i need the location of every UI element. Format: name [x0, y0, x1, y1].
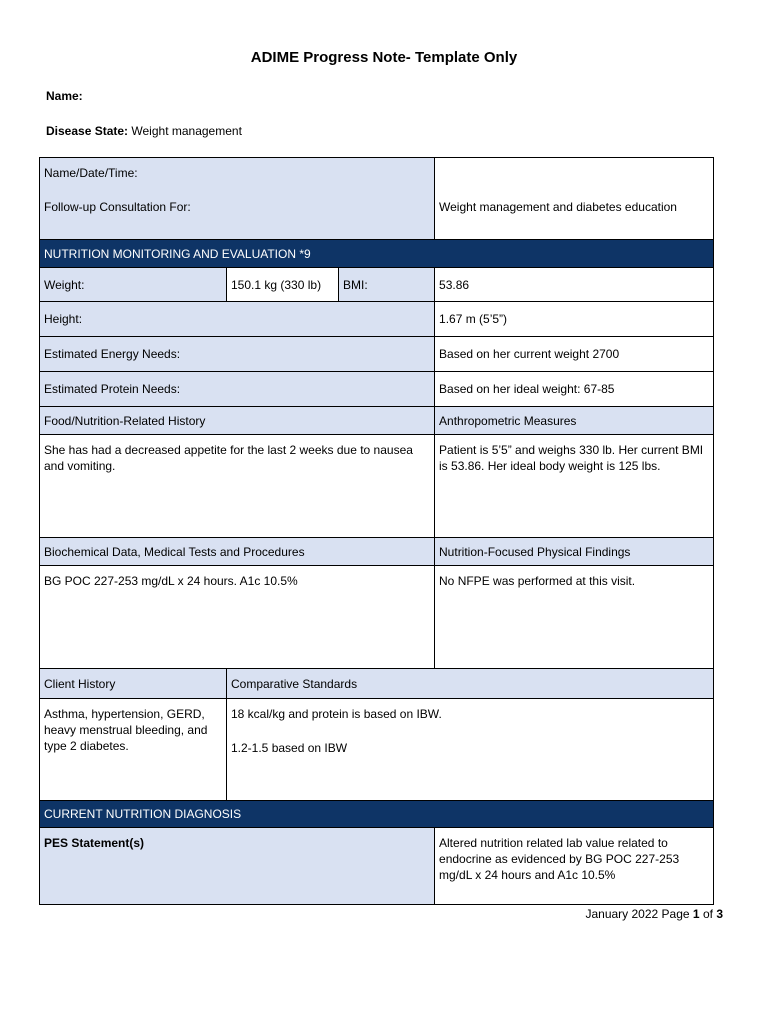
table-row [40, 699, 714, 801]
anthropometric-label: Anthropometric Measures [435, 407, 714, 435]
name-label: Name: [46, 89, 83, 103]
footer-date-page: January 2022 Page [585, 907, 690, 921]
comparative-standards-value-2: 1.2-1.5 based on IBW [231, 741, 348, 755]
adime-table [39, 157, 714, 905]
table-row [40, 538, 714, 566]
height-label: Height: [40, 302, 435, 337]
table-row [40, 828, 714, 905]
name-followup-label-cell [40, 158, 435, 240]
table-row [40, 566, 714, 669]
name-date-time-label: Name/Date/Time: [44, 166, 138, 180]
comparative-standards-value-cell [227, 699, 714, 801]
footer-page-number: 1 [692, 907, 700, 921]
bmi-label: BMI: [339, 268, 435, 302]
section-diagnosis-header: CURRENT NUTRITION DIAGNOSIS [40, 801, 714, 828]
protein-needs-value: Based on her ideal weight: 67-85 [435, 372, 714, 407]
comparative-standards-value-1: 18 kcal/kg and protein is based on IBW. [231, 707, 442, 721]
disease-state-label: Disease State: [46, 124, 129, 138]
table-row [40, 158, 714, 240]
name-line [46, 89, 83, 103]
biochemical-label: Biochemical Data, Medical Tests and Procedures [40, 538, 435, 566]
height-value: 1.67 m (5’5”) [435, 302, 714, 337]
comparative-standards-label: Comparative Standards [227, 669, 714, 699]
protein-needs-label: Estimated Protein Needs: [40, 372, 435, 407]
table-row [40, 435, 714, 538]
energy-needs-value: Based on her current weight 2700 [435, 337, 714, 372]
physical-findings-label: Nutrition-Focused Physical Findings [435, 538, 714, 566]
table-row [40, 407, 714, 435]
biochemical-value: BG POC 227-253 mg/dL x 24 hours. A1c 10.5% [40, 566, 435, 669]
table-row [40, 302, 714, 337]
table-row [40, 240, 714, 268]
client-history-value: Asthma, hypertension, GERD, heavy menstrual bleeding, and type 2 diabetes. [40, 699, 227, 801]
weight-label: Weight: [40, 268, 227, 302]
weight-value: 150.1 kg (330 lb) [227, 268, 339, 302]
followup-value-cell [435, 158, 714, 240]
disease-state-line [46, 124, 242, 138]
document-title: ADIME Progress Note- Template Only [250, 49, 518, 66]
page-footer [585, 907, 723, 921]
table-row [40, 268, 714, 302]
pes-value: Altered nutrition related lab value related to endocrine as evidenced by BG POC 227-253 mg/dL x 24 hours and A1c 10.5% [435, 828, 714, 905]
bmi-value: 53.86 [435, 268, 714, 302]
table-row [40, 801, 714, 828]
food-history-label: Food/Nutrition-Related History [40, 407, 435, 435]
section-monitoring-header: NUTRITION MONITORING AND EVALUATION *9 [40, 240, 714, 268]
table-row [40, 669, 714, 699]
followup-value: Weight management and diabetes education [439, 200, 677, 214]
followup-label: Follow-up Consultation For: [44, 200, 191, 214]
footer-page-total: 3 [716, 907, 723, 921]
pes-label: PES Statement(s) [40, 828, 435, 905]
footer-of: of [702, 907, 713, 921]
anthropometric-value: Patient is 5’5” and weighs 330 lb. Her current BMI is 53.86. Her ideal body weight is 125 lbs. [435, 435, 714, 538]
table-row [40, 337, 714, 372]
physical-findings-value: No NFPE was performed at this visit. [435, 566, 714, 669]
energy-needs-label: Estimated Energy Needs: [40, 337, 435, 372]
client-history-label: Client History [40, 669, 227, 699]
food-history-value: She has had a decreased appetite for the last 2 weeks due to nausea and vomiting. [40, 435, 435, 538]
table-row [40, 372, 714, 407]
disease-state-value: Weight management [131, 124, 242, 138]
